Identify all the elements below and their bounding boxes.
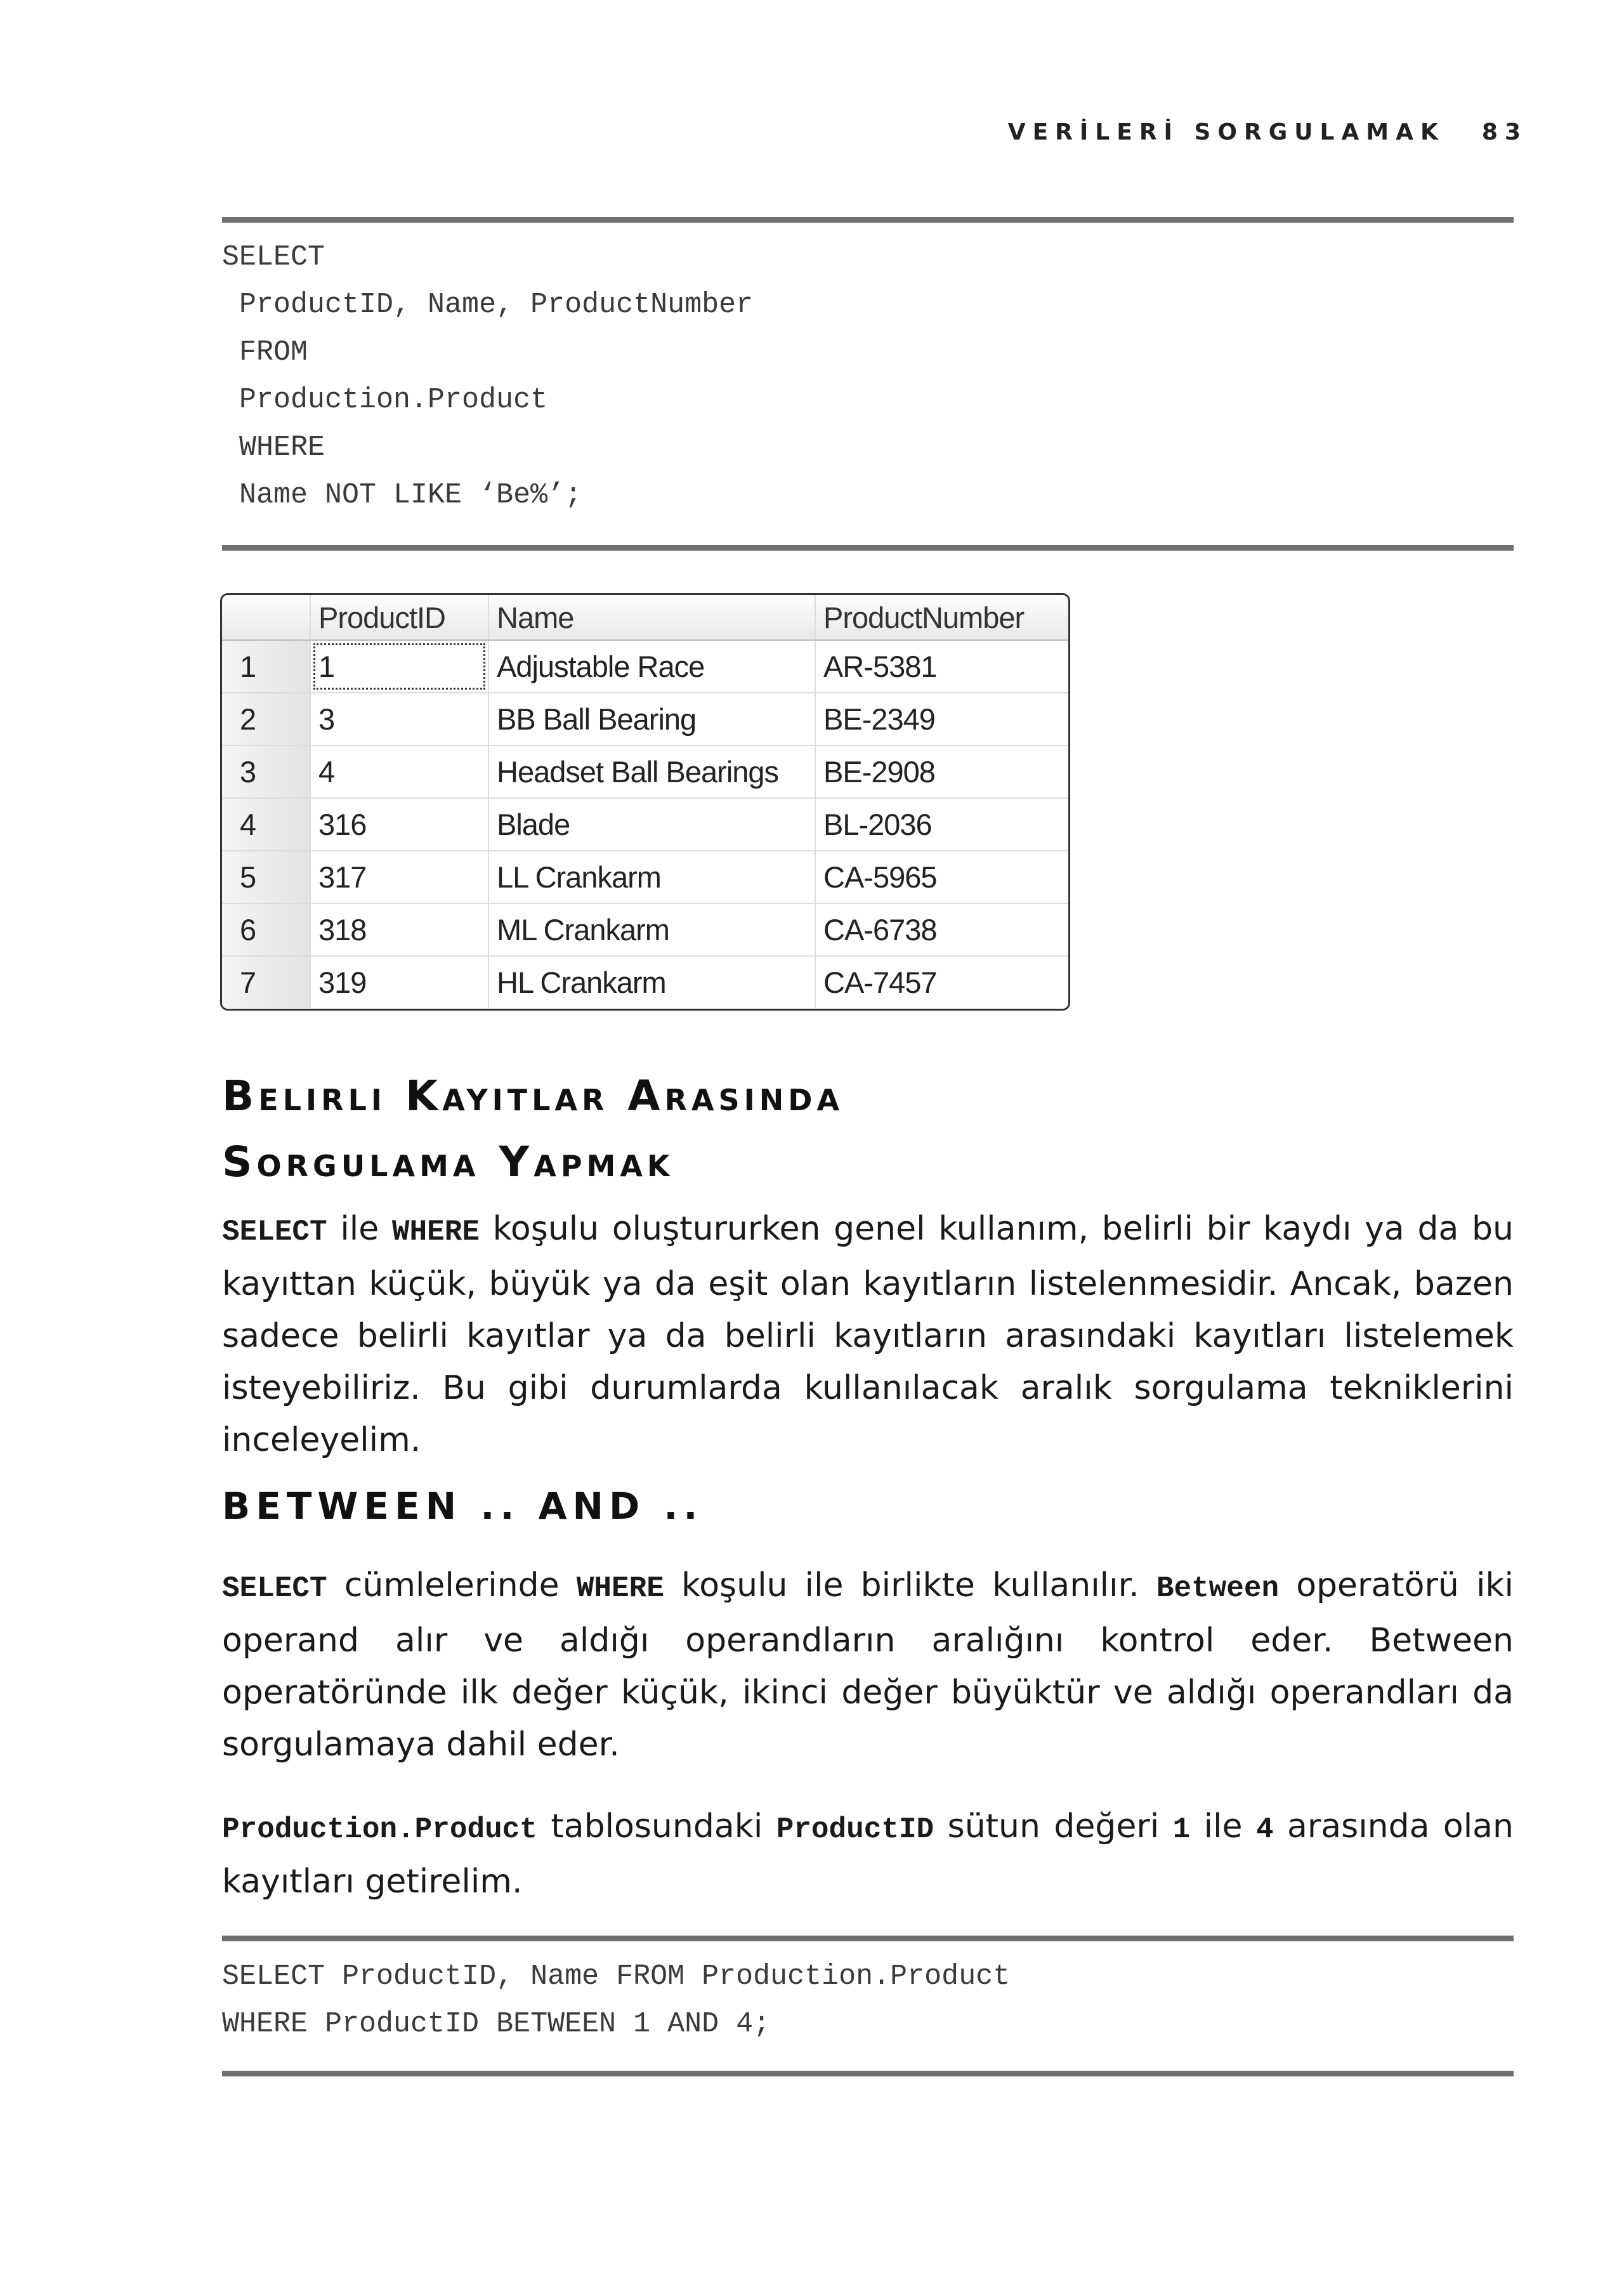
table-row[interactable]	[222, 640, 1068, 693]
code-line: FROM	[222, 336, 308, 369]
keyword-select: SELECT	[222, 1216, 327, 1249]
grid-cell[interactable]: BE-2908	[815, 745, 1068, 798]
code-line: Name NOT LIKE ‘Be%’;	[222, 479, 582, 511]
grid-cell[interactable]: 3	[310, 693, 488, 745]
paragraph-text: operatörü iki operand alır ve aldığı operandların aralığını kontrol eder. Between operatöründe ilk değer küçük, ikinci değer büyüktür ve aldığı operandları da sorgulamaya dahil eder.	[222, 1566, 1514, 1764]
grid-cell[interactable]: Blade	[488, 798, 815, 851]
grid-cell[interactable]: 317	[310, 851, 488, 903]
results-grid[interactable]	[220, 593, 1070, 1011]
paragraph-text: koşulu ile birlikte kullanılır.	[664, 1566, 1156, 1604]
keyword-where: WHERE	[576, 1572, 664, 1605]
keyword-select: SELECT	[222, 1572, 327, 1605]
code-line: Production.Product	[222, 384, 548, 416]
row-number[interactable]: 6	[222, 903, 310, 956]
row-number[interactable]: 4	[222, 798, 310, 851]
code-rule-bottom	[222, 545, 1514, 551]
grid-cell[interactable]: 319	[310, 956, 488, 1008]
column-header-name[interactable]: Name	[488, 595, 815, 640]
grid-cell[interactable]: LL Crankarm	[488, 851, 815, 903]
grid-cell[interactable]: BL-2036	[815, 798, 1068, 851]
grid-cell[interactable]: BB Ball Bearing	[488, 693, 815, 745]
code-rule-bottom	[222, 2071, 1514, 2076]
code-line: SELECT ProductID, Name FROM Production.Product	[222, 1960, 1011, 1993]
keyword-where: WHERE	[391, 1216, 480, 1249]
code-rule-top	[222, 217, 1514, 223]
row-number[interactable]: 3	[222, 745, 310, 798]
table-row[interactable]	[222, 851, 1068, 903]
paragraph-intro	[222, 1203, 1514, 1466]
keyword-value: 4	[1255, 1813, 1274, 1846]
paragraph-text: ile	[1190, 1807, 1256, 1846]
column-header-productid[interactable]: ProductID	[310, 595, 488, 640]
column-header-productnumber[interactable]: ProductNumber	[815, 595, 1068, 640]
section-heading-line2: Sorgulama Yapmak	[222, 1138, 674, 1186]
grid-cell-selected[interactable]: 1	[310, 640, 488, 693]
grid-cell[interactable]: CA-7457	[823, 966, 937, 999]
table-row[interactable]	[222, 693, 1068, 745]
code-rule-top	[222, 1936, 1514, 1941]
grid-cell[interactable]: 316	[310, 798, 488, 851]
paragraph-text: koşulu oluştururken genel kullanım, belirli bir kaydı ya da bu kayıttan küçük, büyük ya da eşit olan kayıtların listelenmesidir. Ancak, bazen sadece belirli kayıtlar ya da belirli kayıtların arasındaki kayıtları listelemek isteyebiliriz. Bu gibi durumlarda kullanılacak aralık sorgulama tekniklerini inceleyelim.	[222, 1210, 1514, 1459]
row-number-header[interactable]	[222, 595, 310, 640]
table-row[interactable]	[222, 956, 1068, 1008]
row-number[interactable]: 7	[222, 956, 310, 1008]
grid-cell[interactable]: Adjustable Race	[488, 640, 815, 693]
paragraph-example	[222, 1800, 1514, 1908]
code-line: SELECT	[222, 241, 325, 273]
paragraph-text: ile	[327, 1210, 392, 1248]
running-header	[1008, 119, 1528, 145]
keyword-table: Production.Product	[222, 1813, 537, 1846]
grid-cell[interactable]: CA-5965	[815, 851, 1068, 903]
section-heading	[222, 1063, 844, 1195]
grid-cell[interactable]: ML Crankarm	[488, 903, 815, 956]
row-number[interactable]: 2	[222, 693, 310, 745]
code-block-1	[222, 233, 753, 519]
grid-cell[interactable]: AR-5381	[815, 640, 1068, 693]
keyword-between: Between	[1156, 1572, 1280, 1605]
subsection-heading: BETWEEN .. AND ..	[222, 1485, 704, 1528]
code-line: WHERE	[222, 431, 325, 464]
grid-header-row	[222, 595, 1068, 640]
code-line: ProductID, Name, ProductNumber	[222, 289, 754, 321]
row-number[interactable]: 1	[222, 640, 310, 693]
code-block-2	[222, 1953, 1010, 2048]
keyword-value: 1	[1172, 1813, 1191, 1846]
grid-cell[interactable]: Headset Ball Bearings	[488, 745, 815, 798]
section-heading-line1: Belirli Kayıtlar Arasında	[222, 1072, 844, 1120]
paragraph-text: cümlelerinde	[327, 1566, 577, 1604]
table-row[interactable]	[222, 903, 1068, 956]
chapter-title: VERİLERİ SORGULAMAK	[1007, 119, 1445, 145]
table-row[interactable]	[222, 745, 1068, 798]
table-row[interactable]	[222, 798, 1068, 851]
grid-cell[interactable]: 318	[310, 903, 488, 956]
paragraph-text: arasında olan kayıtları getirelim.	[222, 1807, 1514, 1901]
grid-cell[interactable]: 4	[310, 745, 488, 798]
keyword-column: ProductID	[776, 1813, 934, 1846]
grid-cell[interactable]: HL Crankarm	[488, 956, 815, 1008]
paragraph-text: tablosundaki	[537, 1807, 776, 1846]
paragraph-text: sütun değeri	[934, 1807, 1173, 1846]
code-line: WHERE ProductID BETWEEN 1 AND 4;	[222, 2008, 771, 2040]
paragraph-between	[222, 1559, 1514, 1771]
page-number: 83	[1481, 119, 1528, 145]
grid-cell[interactable]: BE-2349	[815, 693, 1068, 745]
grid-cell[interactable]: CA-6738	[815, 903, 1068, 956]
row-number[interactable]: 5	[222, 851, 310, 903]
